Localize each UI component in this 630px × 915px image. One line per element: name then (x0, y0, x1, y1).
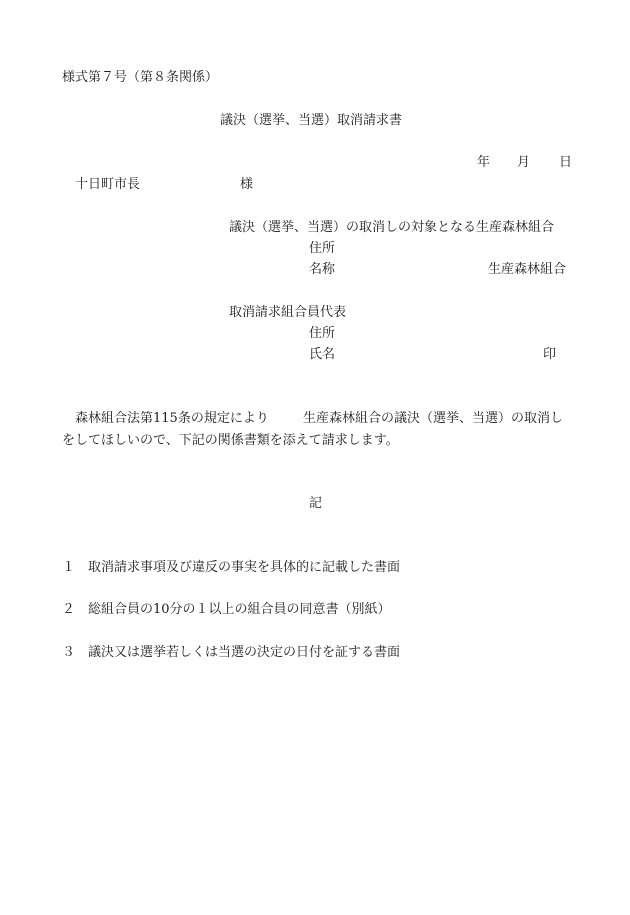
list-item-text: 議決又は選挙若しくは当選の決定の日付を証する書面 (88, 645, 401, 660)
date-year-label: 年 (477, 155, 491, 170)
addressee-name: 十日町市長 (75, 177, 141, 192)
body-line2: をしてほしいので、下記の関係書類を添えて請求します。 (62, 433, 399, 448)
body-line1-part2: 生産森林組合の議決（選挙、当選）の取消し (303, 411, 564, 426)
body-line1-part1: 森林組合法第115条の規定により (75, 411, 269, 426)
list-item-text: 総組合員の10分の１以上の組合員の同意書（別紙） (88, 602, 391, 617)
representative-name-label: 氏名 (309, 347, 336, 362)
target-address-label: 住所 (309, 241, 336, 256)
list-item-number: １ (62, 560, 76, 575)
list-item-number: ２ (62, 602, 76, 617)
list-item-number: ３ (62, 645, 76, 660)
document-title: 議決（選挙、当選）取消請求書 (220, 113, 403, 128)
addressee-honorific: 様 (240, 177, 254, 192)
representative-address-label: 住所 (309, 326, 336, 341)
date-month-label: 月 (517, 155, 531, 170)
target-name-suffix: 生産森林組合 (488, 262, 567, 277)
date-day-label: 日 (559, 155, 573, 170)
note-heading: 記 (309, 496, 323, 511)
form-number: 様式第７号（第８条関係） (62, 70, 219, 85)
list-item-text: 取消請求事項及び違反の事実を具体的に記載した書面 (88, 560, 401, 575)
target-association-heading: 議決（選挙、当選）の取消しの対象となる生産森林組合 (229, 220, 555, 235)
target-name-label: 名称 (309, 262, 336, 277)
representative-seal: 印 (543, 347, 557, 362)
representative-heading: 取消請求組合員代表 (229, 305, 347, 320)
